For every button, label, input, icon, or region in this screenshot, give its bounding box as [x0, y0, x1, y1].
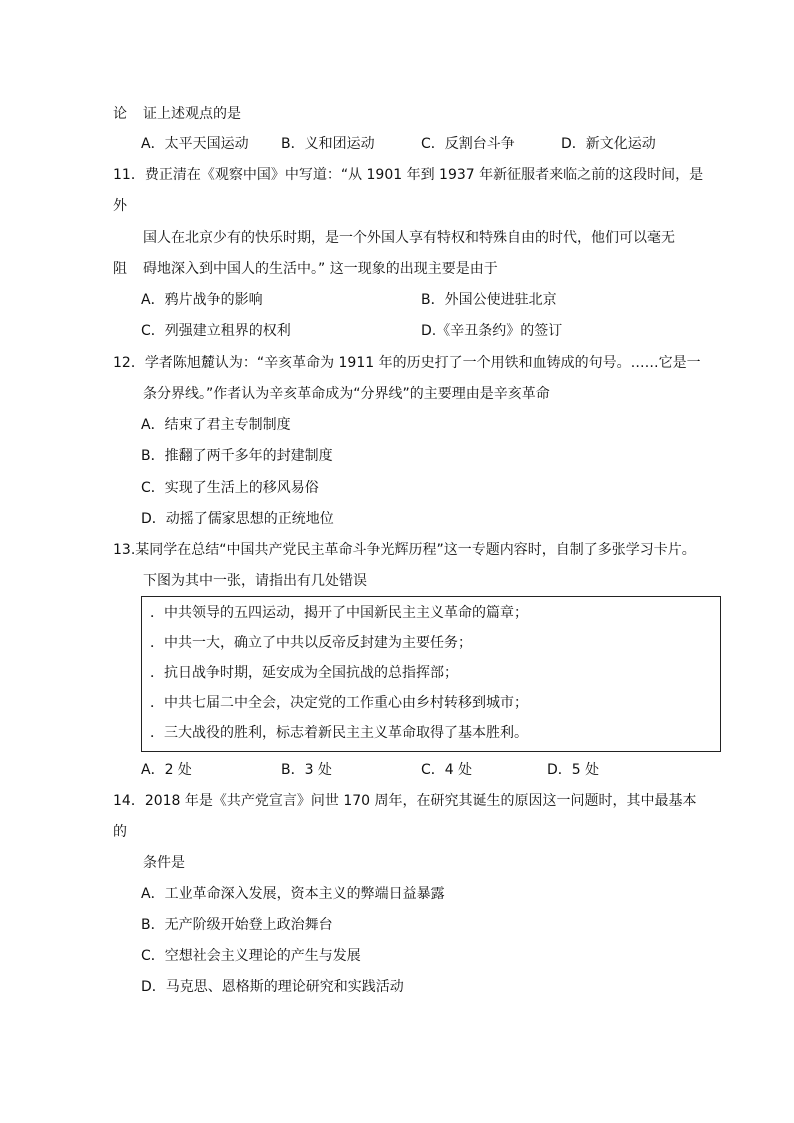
q14-stem-line2: 的	[113, 824, 127, 840]
q10-option-d: D．新文化运动	[561, 136, 656, 152]
q10-option-c: C．反割台斗争	[421, 136, 515, 152]
study-card-item-1: ．中共领导的五四运动，揭开了中国新民主主义革命的篇章；	[150, 605, 528, 621]
q11-option-c: C．列强建立租界的权利	[141, 323, 291, 339]
q10-continuation-prefix: 论	[113, 106, 127, 122]
q12-stem-line2: 条分界线。”作者认为辛亥革命成为“分界线”的主要理由是辛亥革命	[143, 386, 550, 402]
q12-stem-line1: 12．学者陈旭麓认为：“辛亥革命为 1911 年的历史打了一个用铁和血铸成的句号。……它是一	[113, 355, 701, 371]
q14-option-d: D．马克思、恩格斯的理论研究和实践活动	[141, 979, 404, 995]
study-card-item-2: ．中共一大，确立了中共以反帝反封建为主要任务；	[150, 635, 472, 651]
q14-option-a: A．工业革命深入发展，资本主义的弊端日益暴露	[141, 886, 445, 902]
q10-option-a: A．太平天国运动	[141, 136, 249, 152]
q11-stem-line2: 外	[113, 198, 127, 214]
study-card-box	[141, 596, 721, 752]
q13-stem-line2: 下图为其中一张，请指出有几处错误	[143, 573, 367, 589]
study-card-item-4: ．中共七届二中全会，决定党的工作重心由乡村转移到城市；	[150, 695, 528, 711]
q13-option-a: A．2 处	[141, 762, 192, 778]
q11-stem-line3: 国人在北京少有的快乐时期，是一个外国人享有特权和特殊自由的时代，他们可以毫无	[143, 230, 675, 246]
q10-continuation-text: 证上述观点的是	[143, 106, 241, 122]
q11-option-d: D.《辛丑条约》的签订	[421, 323, 563, 339]
q12-option-d: D．动摇了儒家思想的正统地位	[141, 511, 334, 527]
q14-option-c: C．空想社会主义理论的产生与发展	[141, 948, 361, 964]
q12-option-a: A．结束了君主专制制度	[141, 417, 291, 433]
study-card-item-5: ．三大战役的胜利，标志着新民主主义革命取得了基本胜利。	[150, 725, 528, 741]
q10-option-b: B．义和团运动	[281, 136, 375, 152]
q13-option-d: D．5 处	[547, 762, 600, 778]
q11-option-b: B．外国公使进驻北京	[421, 292, 557, 308]
q11-stem-line4-prefix: 阻	[113, 261, 127, 277]
q11-stem-line4: 碍地深入到中国人的生活中。” 这一现象的出现主要是由于	[143, 261, 498, 277]
q12-option-c: C．实现了生活上的移风易俗	[141, 480, 319, 496]
q14-stem-line3: 条件是	[143, 855, 185, 871]
q13-stem-line1: 13.某同学在总结“中国共产党民主革命斗争光辉历程”这一专题内容时，自制了多张学习卡片。	[113, 542, 696, 558]
q13-option-c: C．4 处	[421, 762, 473, 778]
q14-stem-line1: 14．2018 年是《共产党宣言》问世 170 周年，在研究其诞生的原因这一问题时，其中最基本	[113, 793, 697, 809]
study-card-item-3: ．抗日战争时期，延安成为全国抗战的总指挥部；	[150, 665, 458, 681]
q14-option-b: B．无产阶级开始登上政治舞台	[141, 917, 333, 933]
q13-option-b: B．3 处	[281, 762, 332, 778]
q11-stem-line1: 11．费正清在《观察中国》中写道：“从 1901 年到 1937 年新征服者来临之前的这段时间，是	[113, 167, 704, 183]
q11-option-a: A．鸦片战争的影响	[141, 292, 263, 308]
q12-option-b: B．推翻了两千多年的封建制度	[141, 448, 333, 464]
